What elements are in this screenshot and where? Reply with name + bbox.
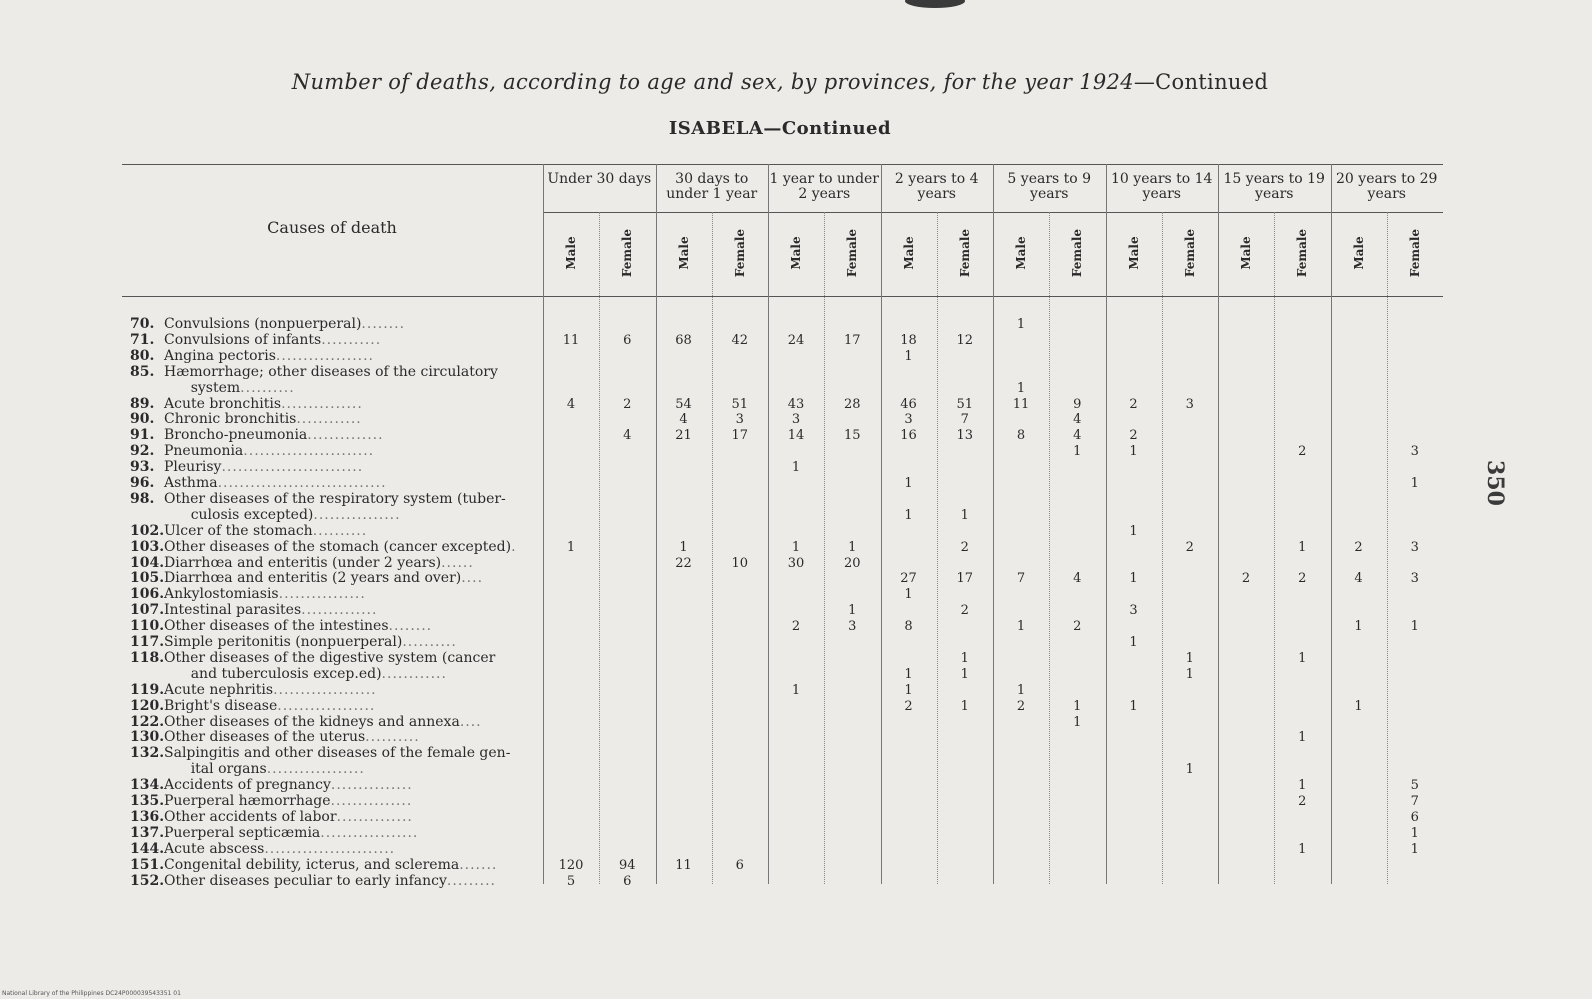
table-row-label bbox=[130, 715, 482, 730]
table-cell: 11 bbox=[675, 857, 692, 873]
section-subtitle: ISABELA—Continued bbox=[668, 118, 892, 139]
table-row-label bbox=[130, 412, 362, 427]
table-row-label bbox=[130, 746, 510, 761]
table-cell: 16 bbox=[900, 428, 917, 444]
leader-dots: ........ bbox=[361, 316, 406, 332]
leader-dots: ............ bbox=[296, 411, 362, 428]
table-cell: 1 bbox=[1073, 444, 1082, 460]
leader-dots: .............. bbox=[336, 808, 413, 825]
cause-label: Acute bronchitis bbox=[164, 395, 282, 412]
table-cell: 5 bbox=[1410, 778, 1419, 794]
table-cell: 1 bbox=[904, 507, 913, 523]
age-group-header: 2 years to 4 years bbox=[894, 171, 979, 202]
table-cell: 17 bbox=[731, 428, 749, 444]
cause-label: Congenital debility, icterus, and sclerema bbox=[164, 856, 460, 873]
cause-label: Other diseases peculiar to early infancy bbox=[164, 872, 447, 889]
cause-label: Diarrhœa and enteritis (2 years and over) bbox=[164, 570, 462, 587]
causes-header: Causes of death bbox=[267, 218, 397, 237]
table-cell: 1 bbox=[791, 539, 801, 555]
table-cell: 6 bbox=[623, 332, 632, 348]
table-row-label bbox=[130, 365, 498, 380]
table-cell: 1 bbox=[960, 698, 969, 714]
leader-dots: ........................ bbox=[264, 840, 396, 857]
cause-number: 105. bbox=[130, 570, 165, 587]
female-header: Female bbox=[1182, 228, 1197, 278]
table-cell: 1 bbox=[1298, 841, 1307, 857]
female-header: Female bbox=[957, 228, 972, 278]
table-cell: 3 bbox=[1129, 603, 1138, 619]
table-cell: 17 bbox=[956, 571, 974, 587]
table-cell: 1 bbox=[848, 539, 857, 555]
table-cell: 1 bbox=[848, 603, 857, 619]
table-cell: 17 bbox=[843, 332, 861, 348]
table-row-label bbox=[130, 699, 375, 714]
age-group-header: Under 30 days bbox=[547, 171, 652, 187]
table-cell: 1 bbox=[960, 650, 969, 666]
table-row-label bbox=[130, 667, 447, 682]
cause-label: Chronic bronchitis bbox=[164, 411, 297, 428]
female-header: Female bbox=[1295, 228, 1310, 278]
table-cell: 12 bbox=[956, 332, 974, 348]
table-cell: 4 bbox=[623, 428, 632, 444]
group-divider bbox=[993, 164, 994, 884]
cause-number: 152. bbox=[130, 872, 165, 889]
table-row-label bbox=[130, 333, 381, 348]
table-cell: 54 bbox=[675, 396, 692, 412]
table-row-label bbox=[130, 794, 412, 809]
table-cell: 10 bbox=[731, 555, 749, 571]
table-row-label bbox=[130, 428, 384, 443]
cause-label: Broncho-pneumonia bbox=[164, 427, 308, 444]
leader-dots: ............................... bbox=[217, 475, 387, 491]
table-cell: 1 bbox=[1298, 539, 1307, 555]
table-row-label bbox=[130, 556, 474, 571]
cause-number: 110. bbox=[130, 618, 165, 635]
header-bottom-rule bbox=[122, 296, 1443, 297]
table-row-label bbox=[130, 508, 401, 523]
age-group-header: 20 years to 29 years bbox=[1336, 171, 1438, 202]
male-header: Male bbox=[1351, 236, 1366, 270]
table-cell: 1 bbox=[791, 460, 801, 476]
ink-blot bbox=[905, 0, 965, 8]
group-divider bbox=[1331, 164, 1332, 884]
female-header: Female bbox=[1070, 228, 1085, 278]
cause-number: 107. bbox=[130, 602, 165, 619]
table-cell: 22 bbox=[675, 555, 692, 571]
table-cell: 1 bbox=[1410, 476, 1419, 491]
cause-number: 96. bbox=[130, 475, 155, 491]
leader-dots: ................... bbox=[273, 681, 377, 698]
table-cell: 1 bbox=[1354, 619, 1363, 635]
cause-label: ital organs bbox=[164, 761, 267, 778]
leader-dots: .......... bbox=[312, 522, 368, 539]
table-cell: 18 bbox=[900, 332, 917, 348]
cause-number: 71. bbox=[130, 331, 155, 348]
age-group-header: 1 year to under 2 years bbox=[769, 171, 880, 202]
cause-number: 93. bbox=[130, 459, 155, 476]
age-group-header: 5 years to 9 years bbox=[1007, 171, 1092, 202]
table-cell: 120 bbox=[558, 857, 584, 873]
cause-label: Ankylostomiasis bbox=[164, 586, 279, 603]
cause-label: Angina pectoris bbox=[164, 347, 276, 364]
table-cell: 2 bbox=[1073, 619, 1082, 635]
cause-number: 137. bbox=[130, 824, 165, 841]
male-header: Male bbox=[1014, 236, 1029, 270]
male-header: Male bbox=[676, 236, 691, 270]
table-row-label bbox=[130, 444, 374, 459]
table-cell: 11 bbox=[562, 332, 580, 348]
cause-number: 91. bbox=[130, 427, 155, 444]
cause-number: 98. bbox=[130, 490, 155, 507]
table-cell: 1 bbox=[960, 507, 969, 523]
cause-label: Diarrhœa and enteritis (under 2 years) bbox=[164, 554, 442, 571]
table-cell: 3 bbox=[1410, 571, 1419, 587]
cause-number: 119. bbox=[130, 681, 165, 698]
leader-dots: ............... bbox=[330, 777, 413, 794]
table-cell: 1 bbox=[904, 682, 913, 698]
table-cell: 2 bbox=[960, 603, 969, 619]
cause-number: 134. bbox=[130, 777, 165, 794]
table-row-label bbox=[130, 651, 495, 666]
table-cell: 1 bbox=[904, 666, 913, 682]
table-cell: 13 bbox=[956, 428, 974, 444]
cause-number: 90. bbox=[130, 411, 155, 428]
table-cell: 3 bbox=[791, 412, 801, 428]
cause-label: Convulsions of infants bbox=[164, 331, 322, 348]
table-cell: 4 bbox=[1073, 571, 1082, 587]
female-header: Female bbox=[732, 228, 747, 278]
table-row-label bbox=[130, 619, 432, 634]
male-header: Male bbox=[901, 236, 916, 270]
title-suffix: —Continued bbox=[1133, 70, 1269, 94]
cause-label: Other diseases of the stomach (cancer excepted) bbox=[164, 538, 512, 555]
age-group-header: 10 years to 14 years bbox=[1111, 171, 1213, 202]
table-row-label bbox=[130, 460, 363, 475]
table-cell: 1 bbox=[679, 539, 688, 555]
title-text: Number of deaths, according to age and sex, by provinces, for the year 1924 bbox=[291, 70, 1134, 94]
cause-label: Acute abscess bbox=[164, 840, 265, 857]
table-cell: 51 bbox=[731, 396, 749, 412]
table-cell: 1 bbox=[904, 587, 913, 603]
table-cell: 1 bbox=[1129, 571, 1138, 587]
leader-dots: ................ bbox=[313, 506, 401, 523]
table-cell: 3 bbox=[1410, 539, 1419, 555]
table-cell: 68 bbox=[675, 332, 692, 348]
leader-dots: ......... bbox=[446, 872, 496, 889]
leader-dots: ...... bbox=[441, 554, 474, 571]
table-row-label bbox=[130, 397, 363, 412]
cause-label: Puerperal hæmorrhage bbox=[164, 793, 331, 809]
table-row-label bbox=[130, 826, 418, 841]
table-row-label bbox=[130, 874, 496, 889]
group-divider bbox=[881, 164, 882, 884]
leader-dots: ........... bbox=[321, 331, 382, 348]
table-cell: 1 bbox=[791, 682, 801, 698]
table-row-label bbox=[130, 762, 365, 777]
table-cell: 2 bbox=[1298, 444, 1307, 460]
cause-label: Other diseases of the kidneys and annexa bbox=[164, 713, 460, 730]
leader-dots: .... bbox=[461, 570, 484, 587]
group-divider bbox=[768, 164, 769, 884]
cause-number: 106. bbox=[130, 586, 165, 603]
table-row-label bbox=[130, 587, 366, 602]
leader-dots: .......... bbox=[240, 379, 295, 396]
table-row-label bbox=[130, 492, 506, 507]
leader-dots: .......... bbox=[402, 634, 457, 650]
page-title bbox=[0, 70, 1560, 94]
cause-number: 118. bbox=[130, 649, 165, 666]
table-row-label bbox=[130, 381, 295, 396]
table-cell: 2 bbox=[1129, 428, 1138, 444]
table-cell: 5 bbox=[566, 873, 576, 889]
table-cell: 4 bbox=[1073, 428, 1082, 444]
table-cell: 7 bbox=[1410, 794, 1419, 809]
table-cell: 8 bbox=[1016, 428, 1026, 444]
cause-label: Pneumonia bbox=[164, 443, 244, 460]
male-header: Male bbox=[1126, 236, 1141, 270]
page-number: 350 bbox=[1481, 460, 1508, 506]
leader-dots: .............. bbox=[301, 602, 378, 619]
cause-number: 70. bbox=[130, 316, 155, 332]
table-cell: 2 bbox=[1298, 571, 1307, 587]
table-cell: 1 bbox=[1129, 698, 1138, 714]
table-cell: 2 bbox=[791, 619, 801, 635]
table-cell: 1 bbox=[1298, 650, 1307, 666]
cause-label: Other accidents of labor bbox=[164, 808, 337, 825]
table-cell: 30 bbox=[787, 555, 805, 571]
cause-number: 80. bbox=[130, 347, 155, 364]
table-row-label bbox=[130, 603, 377, 618]
table-cell: 46 bbox=[900, 396, 917, 412]
table-cell: 1 bbox=[1410, 825, 1419, 841]
cause-number: 135. bbox=[130, 793, 165, 809]
table-row-label bbox=[130, 476, 387, 491]
age-group-header: 30 days to under 1 year bbox=[666, 171, 758, 202]
leader-dots: . bbox=[511, 538, 517, 555]
cause-label: Puerperal septicæmia bbox=[164, 824, 321, 841]
cause-label: Other diseases of the intestines bbox=[164, 618, 389, 635]
table-cell: 14 bbox=[787, 428, 805, 444]
age-group-header: 15 years to 19 years bbox=[1223, 171, 1325, 202]
leader-dots: .................. bbox=[266, 761, 365, 778]
footer-credit: National Library of the Philippines DC24P000039543351 01 bbox=[2, 990, 181, 997]
cause-number: 130. bbox=[130, 729, 165, 746]
cause-number: 102. bbox=[130, 522, 165, 539]
table-cell: 1 bbox=[1298, 778, 1307, 794]
table-row-label bbox=[130, 524, 367, 539]
table-cell: 11 bbox=[1012, 396, 1030, 412]
table-row-label bbox=[130, 842, 395, 857]
leader-dots: .......................... bbox=[221, 459, 364, 476]
table-cell: 1 bbox=[566, 539, 576, 555]
table-cell: 1 bbox=[1410, 841, 1419, 857]
table-cell: 2 bbox=[1129, 396, 1138, 412]
cause-label: Simple peritonitis (nonpuerperal) bbox=[164, 634, 403, 650]
cause-number: 85. bbox=[130, 363, 155, 380]
cause-number: 117. bbox=[130, 634, 165, 650]
table-cell: 2 bbox=[623, 396, 632, 412]
table-row-label bbox=[130, 858, 497, 873]
cause-number: 151. bbox=[130, 856, 165, 873]
cause-label: Acute nephritis bbox=[164, 681, 274, 698]
table-cell: 3 bbox=[1185, 396, 1194, 412]
table-row-label bbox=[130, 683, 377, 698]
cause-number: 136. bbox=[130, 808, 165, 825]
leader-dots: ........................ bbox=[243, 443, 375, 460]
table-row-label bbox=[130, 730, 420, 745]
cause-label: Other diseases of the respiratory system (tuber- bbox=[164, 490, 506, 507]
table-cell: 3 bbox=[1410, 444, 1419, 460]
cause-number: 122. bbox=[130, 713, 165, 730]
table-cell: 20 bbox=[843, 555, 861, 571]
table-cell: 43 bbox=[787, 396, 805, 412]
leader-dots: ................ bbox=[278, 586, 366, 603]
table-cell: 1 bbox=[1073, 714, 1082, 730]
cause-number: 132. bbox=[130, 745, 165, 762]
cause-number: 103. bbox=[130, 538, 165, 555]
table-cell: 28 bbox=[843, 396, 861, 412]
table-cell: 4 bbox=[1354, 571, 1363, 587]
table-cell: 1 bbox=[1185, 762, 1194, 778]
leader-dots: .... bbox=[459, 713, 482, 730]
table-cell: 1 bbox=[904, 476, 913, 491]
table-row-label bbox=[130, 571, 483, 586]
table-cell: 1 bbox=[1185, 650, 1194, 666]
table-cell: 3 bbox=[904, 412, 913, 428]
cause-label: Intestinal parasites bbox=[164, 602, 302, 619]
cause-label: culosis excepted) bbox=[164, 506, 314, 523]
table-cell: 27 bbox=[900, 571, 917, 587]
table-cell: 2 bbox=[1241, 571, 1251, 587]
table-cell: 2 bbox=[1185, 539, 1194, 555]
cause-label: Pleurisy bbox=[164, 459, 222, 476]
table-cell: 1 bbox=[1129, 523, 1138, 539]
table-row-label bbox=[130, 778, 413, 793]
table-row-label bbox=[130, 317, 405, 332]
cause-label: Other diseases of the uterus bbox=[164, 729, 366, 746]
table-cell: 21 bbox=[675, 428, 692, 444]
table-cell: 3 bbox=[735, 412, 744, 428]
table-cell: 2 bbox=[904, 698, 913, 714]
table-row-label bbox=[130, 810, 413, 825]
table-cell: 4 bbox=[679, 412, 688, 428]
cause-label: system bbox=[164, 379, 241, 396]
table-cell: 1 bbox=[1298, 730, 1307, 746]
female-header: Female bbox=[1407, 228, 1422, 278]
table-cell: 1 bbox=[904, 348, 913, 364]
table-cell: 6 bbox=[623, 873, 632, 889]
cause-label: Asthma bbox=[164, 475, 218, 491]
table-cell: 1 bbox=[1354, 698, 1363, 714]
sex-divider bbox=[599, 212, 600, 884]
table-cell: 1 bbox=[1129, 635, 1138, 650]
table-cell: 15 bbox=[843, 428, 861, 444]
table-cell: 9 bbox=[1073, 396, 1082, 412]
cause-label: Convulsions (nonpuerperal) bbox=[164, 316, 362, 332]
table-cell: 2 bbox=[1354, 539, 1363, 555]
table-cell: 1 bbox=[1016, 682, 1026, 698]
cause-label: Hæmorrhage; other diseases of the circulatory bbox=[164, 363, 498, 380]
cause-label: Bright's disease bbox=[164, 697, 278, 714]
cause-column-divider bbox=[543, 164, 544, 884]
sex-divider bbox=[712, 212, 713, 884]
leader-dots: ............... bbox=[281, 395, 363, 412]
cause-label: Accidents of pregnancy bbox=[164, 777, 331, 794]
table-cell: 2 bbox=[1298, 794, 1307, 809]
table-cell: 2 bbox=[1016, 698, 1026, 714]
leader-dots: .................. bbox=[320, 824, 419, 841]
table-top-rule bbox=[122, 164, 1443, 165]
cause-label: Salpingitis and other diseases of the female gen- bbox=[164, 745, 511, 762]
cause-number: 144. bbox=[130, 840, 165, 857]
female-header: Female bbox=[620, 228, 635, 278]
cause-label: and tuberculosis excep.ed) bbox=[164, 665, 382, 682]
table-cell: 4 bbox=[1073, 412, 1082, 428]
table-cell: 2 bbox=[960, 539, 969, 555]
table-row-label bbox=[130, 635, 457, 650]
table-cell: 1 bbox=[1073, 698, 1082, 714]
table-cell: 24 bbox=[787, 332, 805, 348]
group-divider bbox=[656, 164, 657, 884]
table-cell: 94 bbox=[618, 857, 636, 873]
leader-dots: .......... bbox=[365, 729, 420, 746]
table-cell: 1 bbox=[1185, 666, 1194, 682]
male-header: Male bbox=[564, 236, 579, 270]
table-cell: 51 bbox=[956, 396, 974, 412]
leader-dots: .............. bbox=[307, 427, 384, 444]
table-cell: 7 bbox=[960, 412, 969, 428]
table-cell: 1 bbox=[1016, 619, 1026, 635]
cause-number: 104. bbox=[130, 554, 165, 571]
table-cell: 6 bbox=[1410, 809, 1419, 825]
table-cell: 1 bbox=[1410, 619, 1419, 635]
table-row-label bbox=[130, 540, 517, 555]
cause-number: 92. bbox=[130, 443, 155, 460]
table-cell: 4 bbox=[566, 396, 576, 412]
table-cell: 1 bbox=[960, 666, 969, 682]
leader-dots: .................. bbox=[277, 697, 376, 714]
table-cell: 42 bbox=[731, 332, 749, 348]
group-divider bbox=[1218, 164, 1219, 884]
table-cell: 1 bbox=[1129, 444, 1138, 460]
male-header: Male bbox=[1239, 236, 1254, 270]
leader-dots: ........ bbox=[388, 618, 433, 635]
cause-number: 120. bbox=[130, 697, 165, 714]
male-header: Male bbox=[789, 236, 804, 270]
sex-divider bbox=[1049, 212, 1050, 884]
table-cell: 8 bbox=[904, 619, 913, 635]
female-header: Female bbox=[845, 228, 860, 278]
table-cell: 7 bbox=[1016, 571, 1026, 587]
cause-number: 89. bbox=[130, 395, 155, 412]
leader-dots: ............... bbox=[330, 793, 413, 809]
leader-dots: ............ bbox=[381, 665, 447, 682]
leader-dots: ....... bbox=[459, 856, 498, 873]
leader-dots: .................. bbox=[275, 347, 374, 364]
cause-label: Other diseases of the digestive system (cancer bbox=[164, 649, 496, 666]
table-cell: 1 bbox=[1016, 380, 1026, 396]
cause-label: Ulcer of the stomach bbox=[164, 522, 313, 539]
table-cell: 6 bbox=[735, 857, 744, 873]
table-cell: 3 bbox=[848, 619, 857, 635]
table-row-label bbox=[130, 349, 374, 364]
table-cell: 1 bbox=[1016, 317, 1026, 332]
